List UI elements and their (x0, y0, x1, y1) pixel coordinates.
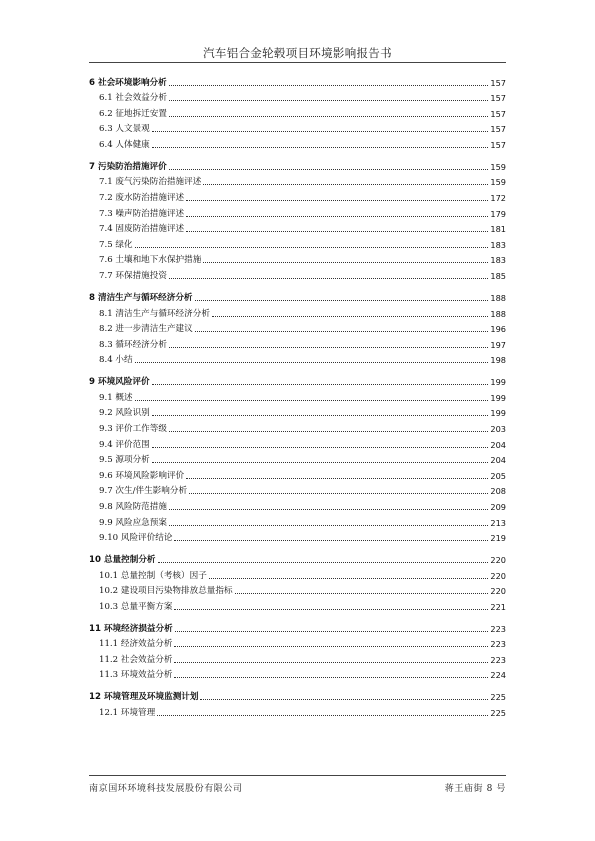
toc-page-number: 220 (490, 586, 506, 597)
document-header-title: 汽车铝合金轮毂项目环境影响报告书 (203, 46, 392, 60)
toc-section-entry[interactable] (89, 250, 506, 266)
toc-dot-leader (152, 147, 489, 148)
toc-entry-title: 7.1 废气污染防治措施评述 (99, 177, 202, 188)
toc-section-entry[interactable] (89, 234, 506, 250)
toc-section-entry[interactable] (89, 565, 506, 581)
toc-dot-leader (169, 100, 488, 101)
toc-page-number: 188 (490, 308, 506, 319)
toc-chapter-entry[interactable] (89, 156, 506, 172)
toc-entry-title: 10 总量控制分析 (89, 555, 156, 565)
toc-chapter-entry[interactable] (89, 618, 506, 634)
toc-entry-title: 10.1 总量控制（考核）因子 (99, 570, 207, 581)
toc-section-entry[interactable] (89, 403, 506, 419)
toc-page-number: 188 (490, 292, 506, 303)
toc-dot-leader (203, 184, 488, 185)
toc-entry-title: 7.2 废水防治措施评述 (99, 193, 185, 204)
toc-dot-leader (135, 362, 489, 363)
toc-chapter-entry[interactable] (89, 72, 506, 88)
toc-page-number: 157 (490, 108, 506, 119)
toc-dot-leader (235, 593, 489, 594)
toc-page-number: 221 (490, 601, 506, 612)
toc-entry-title: 6 社会环境影响分析 (89, 77, 167, 88)
toc-page-number: 185 (490, 271, 506, 282)
toc-entry-title: 9.1 概述 (99, 392, 133, 403)
toc-entry-title: 8.3 循环经济分析 (99, 339, 167, 350)
toc-dot-leader (174, 662, 488, 663)
toc-page-number: 181 (490, 224, 506, 235)
toc-section-entry[interactable] (89, 581, 506, 597)
toc-section-entry[interactable] (89, 219, 506, 235)
toc-page-number: 198 (490, 355, 506, 366)
toc-entry-title: 7.5 绿化 (99, 239, 133, 250)
toc-dot-leader (169, 85, 489, 86)
toc-section-entry[interactable] (89, 387, 506, 403)
toc-entry-title: 8.1 清洁生产与循环经济分析 (99, 308, 210, 319)
toc-entry-title: 9.9 风险应急预案 (99, 517, 167, 528)
toc-entry-title: 9.8 风险防范措施 (99, 501, 167, 512)
toc-entry-title: 9.6 环境风险影响评价 (99, 470, 185, 481)
toc-page-number: 183 (490, 239, 506, 250)
toc-entry-title: 12.1 环境管理 (99, 707, 156, 718)
toc-page-number: 197 (490, 339, 506, 350)
toc-entry-title: 7.6 土壤和地下水保护措施 (99, 255, 202, 266)
toc-section-entry[interactable] (89, 172, 506, 188)
toc-dot-leader (212, 316, 488, 317)
toc-page-number: 219 (490, 533, 506, 544)
toc-dot-leader (169, 347, 488, 348)
toc-dot-leader (169, 431, 488, 432)
toc-entry-title: 11.1 经济效益分析 (99, 639, 173, 650)
toc-page-number: 203 (490, 423, 506, 434)
toc-page-number: 159 (490, 161, 506, 172)
toc-page-number: 157 (490, 124, 506, 135)
toc-page-number: 220 (490, 570, 506, 581)
toc-entry-title: 7.3 噪声防治措施评述 (99, 208, 185, 219)
toc-section-entry[interactable] (89, 596, 506, 612)
toc-dot-leader (135, 247, 489, 248)
toc-page-number: 179 (490, 208, 506, 219)
toc-page-number: 225 (490, 692, 506, 703)
toc-entry-title: 10.2 建设项目污染物排放总量指标 (99, 586, 233, 597)
toc-section-entry[interactable] (89, 512, 506, 528)
toc-page-number: 204 (490, 439, 506, 450)
toc-section-entry[interactable] (89, 187, 506, 203)
toc-dot-leader (157, 715, 488, 716)
toc-section-entry[interactable] (89, 528, 506, 544)
toc-page-number: 204 (490, 455, 506, 466)
toc-entry-title: 8.2 进一步清洁生产建议 (99, 324, 193, 335)
toc-dot-leader (169, 169, 489, 170)
toc-page-number: 183 (490, 255, 506, 266)
toc-dot-leader (186, 231, 488, 232)
toc-page-number: 223 (490, 654, 506, 665)
toc-section-entry[interactable] (89, 496, 506, 512)
toc-dot-leader (186, 216, 488, 217)
toc-entry-title: 6.2 征地拆迁安置 (99, 108, 167, 119)
toc-entry-title: 6.4 人体健康 (99, 139, 150, 150)
toc-page-number: 196 (490, 324, 506, 335)
toc-page-number: 199 (490, 377, 506, 388)
toc-dot-leader (195, 300, 489, 301)
toc-section-entry[interactable] (89, 334, 506, 350)
toc-section-entry[interactable] (89, 265, 506, 281)
toc-entry-title: 8 清洁生产与循环经济分析 (89, 292, 193, 303)
toc-page-number: 199 (490, 408, 506, 419)
toc-section-entry[interactable] (89, 450, 506, 466)
toc-chapter-entry[interactable] (89, 687, 506, 703)
toc-page-number: 224 (490, 670, 506, 681)
toc-dot-leader (158, 562, 489, 563)
toc-entry-title: 8.4 小结 (99, 355, 133, 366)
toc-dot-leader (152, 462, 489, 463)
toc-entry-title: 7.7 环保措施投资 (99, 271, 167, 282)
toc-section-entry[interactable] (89, 350, 506, 366)
toc-entry-title: 9 环境风险评价 (89, 377, 150, 388)
toc-entry-title: 11 环境经济损益分析 (89, 623, 173, 634)
toc-dot-leader (152, 131, 489, 132)
toc-dot-leader (169, 525, 488, 526)
toc-entry-title: 9.10 风险评价结论 (99, 533, 173, 544)
toc-entry-title: 9.4 评价范围 (99, 439, 150, 450)
footer-company-name: 南京国环环境科技发展股份有限公司 (89, 784, 243, 794)
toc-chapter-entry[interactable] (89, 287, 506, 303)
toc-dot-leader (200, 699, 488, 700)
toc-section-entry[interactable] (89, 303, 506, 319)
toc-dot-leader (174, 609, 488, 610)
toc-section-entry[interactable] (89, 418, 506, 434)
toc-entry-title: 6.3 人文景观 (99, 124, 150, 135)
toc-section-entry[interactable] (89, 203, 506, 219)
toc-dot-leader (169, 278, 488, 279)
toc-entry-title: 9.7 次生/伴生影响分析 (99, 486, 188, 497)
toc-section-entry[interactable] (89, 319, 506, 335)
toc-section-entry[interactable] (89, 103, 506, 119)
toc-section-entry[interactable] (89, 88, 506, 104)
toc-dot-leader (135, 400, 489, 401)
toc-chapter-entry[interactable] (89, 549, 506, 565)
toc-dot-leader (203, 262, 488, 263)
table-of-contents (89, 72, 506, 718)
toc-page-number: 220 (490, 555, 506, 565)
toc-page-number: 172 (490, 193, 506, 204)
toc-dot-leader (186, 200, 488, 201)
toc-page-number: 209 (490, 501, 506, 512)
toc-entry-title: 10.3 总量平衡方案 (99, 601, 173, 612)
toc-section-entry[interactable] (89, 665, 506, 681)
toc-entry-title: 9.2 风险识别 (99, 408, 150, 419)
toc-page-number: 208 (490, 486, 506, 497)
toc-page-number: 157 (490, 77, 506, 88)
toc-page-number: 157 (490, 93, 506, 104)
toc-entry-title: 9.3 评价工作等级 (99, 423, 167, 434)
toc-page-number: 157 (490, 139, 506, 150)
toc-section-entry[interactable] (89, 434, 506, 450)
toc-section-entry[interactable] (89, 119, 506, 135)
toc-entry-title: 7.4 固废防治措施评述 (99, 224, 185, 235)
toc-page-number: 159 (490, 177, 506, 188)
toc-dot-leader (186, 478, 488, 479)
toc-section-entry[interactable] (89, 702, 506, 718)
toc-section-entry[interactable] (89, 634, 506, 650)
toc-page-number: 213 (490, 517, 506, 528)
toc-page-number: 223 (490, 623, 506, 634)
toc-dot-leader (169, 116, 488, 117)
toc-dot-leader (174, 646, 488, 647)
footer-divider (89, 775, 506, 776)
toc-entry-title: 12 环境管理及环境监测计划 (89, 692, 199, 703)
toc-section-entry[interactable] (89, 134, 506, 150)
toc-section-entry[interactable] (89, 649, 506, 665)
toc-page-number: 223 (490, 639, 506, 650)
toc-dot-leader (169, 509, 488, 510)
toc-dot-leader (152, 415, 489, 416)
toc-dot-leader (209, 578, 489, 579)
toc-entry-title: 6.1 社会效益分析 (99, 93, 167, 104)
toc-page-number: 225 (490, 707, 506, 718)
toc-chapter-entry[interactable] (89, 372, 506, 388)
toc-entry-title: 9.5 源项分析 (99, 455, 150, 466)
toc-entry-title: 7 污染防治措施评价 (89, 161, 167, 172)
header-divider (89, 62, 506, 63)
toc-dot-leader (152, 384, 489, 385)
toc-dot-leader (195, 331, 489, 332)
toc-dot-leader (189, 493, 488, 494)
toc-entry-title: 11.2 社会效益分析 (99, 654, 173, 665)
toc-page-number: 205 (490, 470, 506, 481)
footer-address: 蒋王庙街 8 号 (444, 784, 506, 794)
toc-dot-leader (152, 447, 489, 448)
toc-section-entry[interactable] (89, 465, 506, 481)
toc-entry-title: 11.3 环境效益分析 (99, 670, 173, 681)
toc-page-number: 199 (490, 392, 506, 403)
toc-dot-leader (175, 631, 489, 632)
toc-dot-leader (174, 540, 488, 541)
toc-dot-leader (174, 677, 488, 678)
toc-section-entry[interactable] (89, 481, 506, 497)
